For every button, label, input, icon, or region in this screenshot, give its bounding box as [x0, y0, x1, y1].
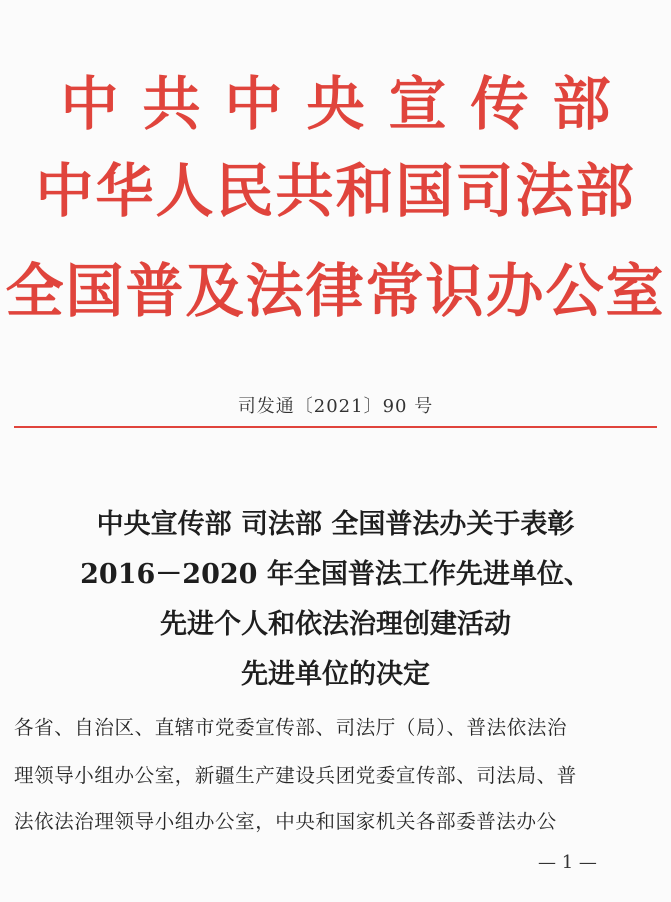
issuer-central-propaganda-dept: 中共中央宣传部 — [60, 70, 635, 138]
page-number: — 1 — — [538, 852, 597, 873]
body-text-line: 各省、自治区、直辖市党委宣传部、司法厅（局）、普法依法治 — [14, 716, 568, 739]
document-title-line: 中央宣传部 司法部 全国普法办关于表彰 — [96, 509, 575, 540]
body-text-line: 理领导小组办公室，新疆生产建设兵团党委宣传部、司法局、普 — [14, 764, 577, 787]
document-number: 司发通〔2021〕90 号 — [237, 396, 434, 417]
document-title-line: 先进个人和依法治理创建活动 — [160, 609, 511, 640]
issuer-legal-awareness-office: 全国普及法律常识办公室 — [5, 257, 666, 325]
red-divider-line — [14, 426, 657, 428]
issuer-ministry-of-justice: 中华人民共和国司法部 — [35, 157, 636, 225]
document-title-line: 2016－2020 年全国普法工作先进单位、 — [80, 559, 591, 590]
document-title-line: 先进单位的决定 — [241, 659, 430, 690]
body-text-line: 法依法治理领导小组办公室，中央和国家机关各部委普法办公 — [14, 810, 557, 833]
